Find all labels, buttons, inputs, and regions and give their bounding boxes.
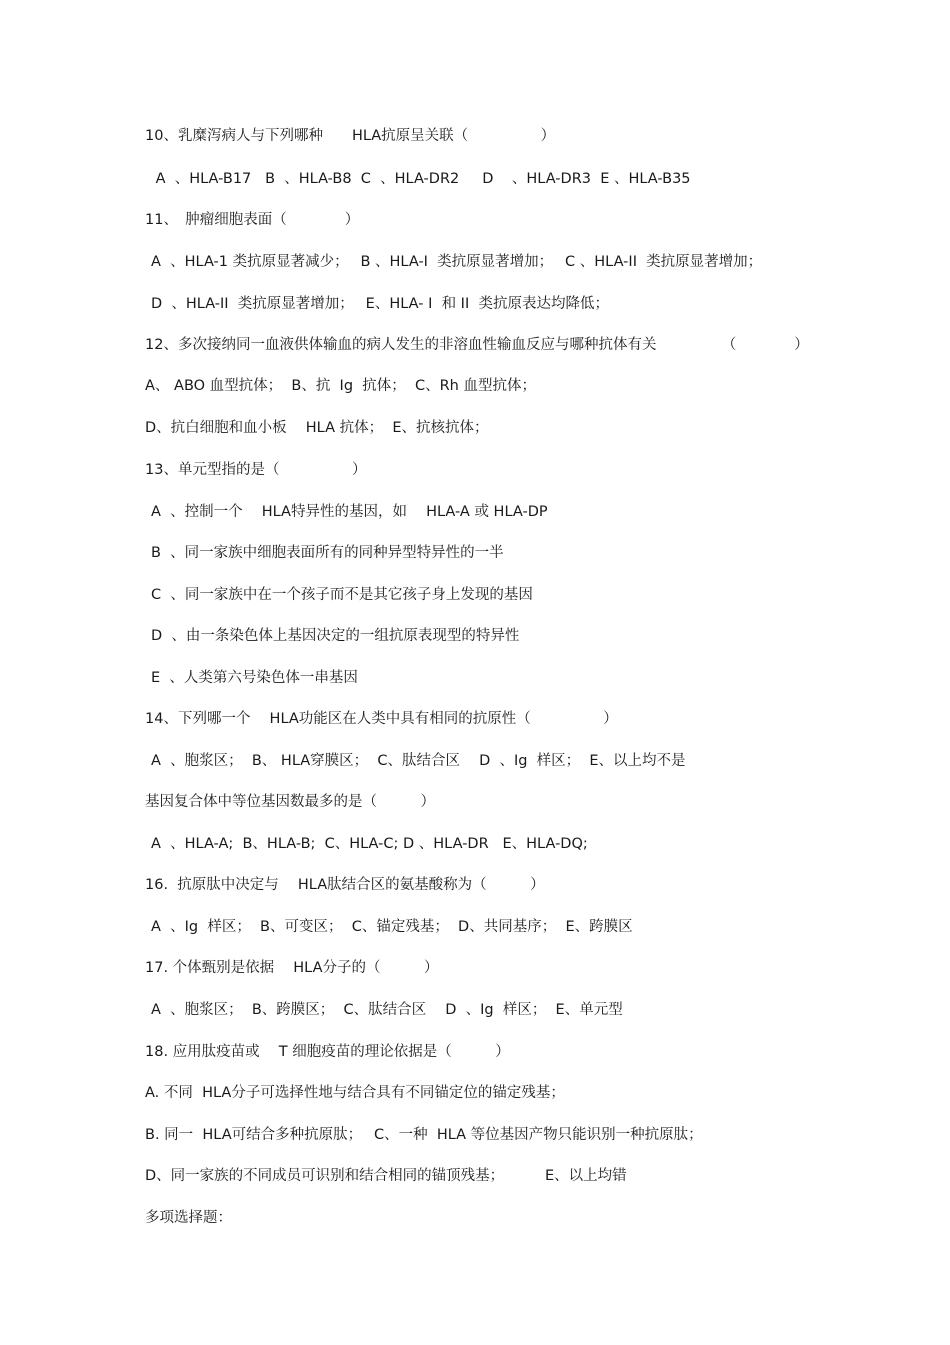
question-13-option-e: E 、人类第六号染色体一串基因 bbox=[151, 670, 358, 686]
question-18-options-bc: B. 同一 HLA可结合多种抗原肽； C、一种 HLA 等位基因产物只能识别一种抗原肽； bbox=[145, 1127, 703, 1143]
question-13-option-c: C 、同一家族中在一个孩子而不是其它孩子身上发现的基因 bbox=[151, 587, 533, 603]
question-12-options-2: D、抗白细胞和血小板 HLA 抗体； E、抗核抗体； bbox=[145, 420, 489, 436]
question-17: 17. 个体甄别是依据 HLA分子的（ ） bbox=[145, 960, 439, 976]
question-16-options: A 、Ig 样区； B、可变区； C、锚定残基； D、共同基序； E、跨膜区 bbox=[151, 919, 633, 935]
question-18-options-de: D、同一家族的不同成员可识别和结合相同的锚顶残基； E、以上均错 bbox=[145, 1168, 627, 1184]
section-heading-multiple-choice: 多项选择题： bbox=[145, 1210, 232, 1226]
question-14-options: A 、胞浆区； B、 HLA穿膜区； C、肽结合区 D 、Ig 样区； E、以上均不是 bbox=[151, 753, 686, 769]
question-10-options: A 、HLA-B17 B 、HLA-B8 C 、HLA-DR2 D 、HLA-DR3 E 、HLA-B35 bbox=[151, 171, 691, 187]
question-15: 基因复合体中等位基因数最多的是（ ） bbox=[145, 794, 435, 810]
question-16: 16. 抗原肽中决定与 HLA肽结合区的氨基酸称为（ ） bbox=[145, 877, 545, 893]
question-12-options-1: A、 ABO 血型抗体； B、抗 Ig 抗体； C、Rh 血型抗体； bbox=[145, 378, 536, 394]
question-13: 13、单元型指的是（ ） bbox=[145, 462, 367, 478]
question-13-option-b: B 、同一家族中细胞表面所有的同种异型特异性的一半 bbox=[151, 545, 504, 561]
question-18: 18. 应用肽疫苗或 T 细胞疫苗的理论依据是（ ） bbox=[145, 1044, 510, 1060]
question-13-option-a: A 、控制一个 HLA特异性的基因，如 HLA-A 或 HLA-DP bbox=[151, 504, 548, 520]
question-15-options: A 、HLA-A; B、HLA-B; C、HLA-C; D 、HLA-DR E、HLA-DQ; bbox=[151, 836, 588, 852]
question-11: 11、 肿瘤细胞表面（ ） bbox=[145, 212, 360, 228]
question-18-option-a: A. 不同 HLA分子可选择性地与结合具有不同锚定位的锚定残基； bbox=[145, 1085, 565, 1101]
question-12: 12、多次接纳同一血液供体输血的病人发生的非溶血性输血反应与哪种抗体有关 （ ） bbox=[145, 337, 809, 353]
question-13-option-d: D 、由一条染色体上基因决定的一组抗原表现型的特异性 bbox=[151, 628, 520, 644]
question-14: 14、下列哪一个 HLA功能区在人类中具有相同的抗原性（ ） bbox=[145, 711, 618, 727]
question-11-options-1: A 、HLA-1 类抗原显著减少； B 、HLA-I 类抗原显著增加； C 、HLA-II 类抗原显著增加； bbox=[151, 254, 763, 270]
question-10: 10、乳糜泻病人与下列哪种 HLA抗原呈关联（ ） bbox=[145, 128, 556, 144]
question-17-options: A 、胞浆区； B、跨膜区； C、肽结合区 D 、Ig 样区； E、单元型 bbox=[151, 1002, 623, 1018]
question-11-options-2: D 、HLA-II 类抗原显著增加； E、HLA- I 和 II 类抗原表达均降低； bbox=[151, 296, 609, 312]
